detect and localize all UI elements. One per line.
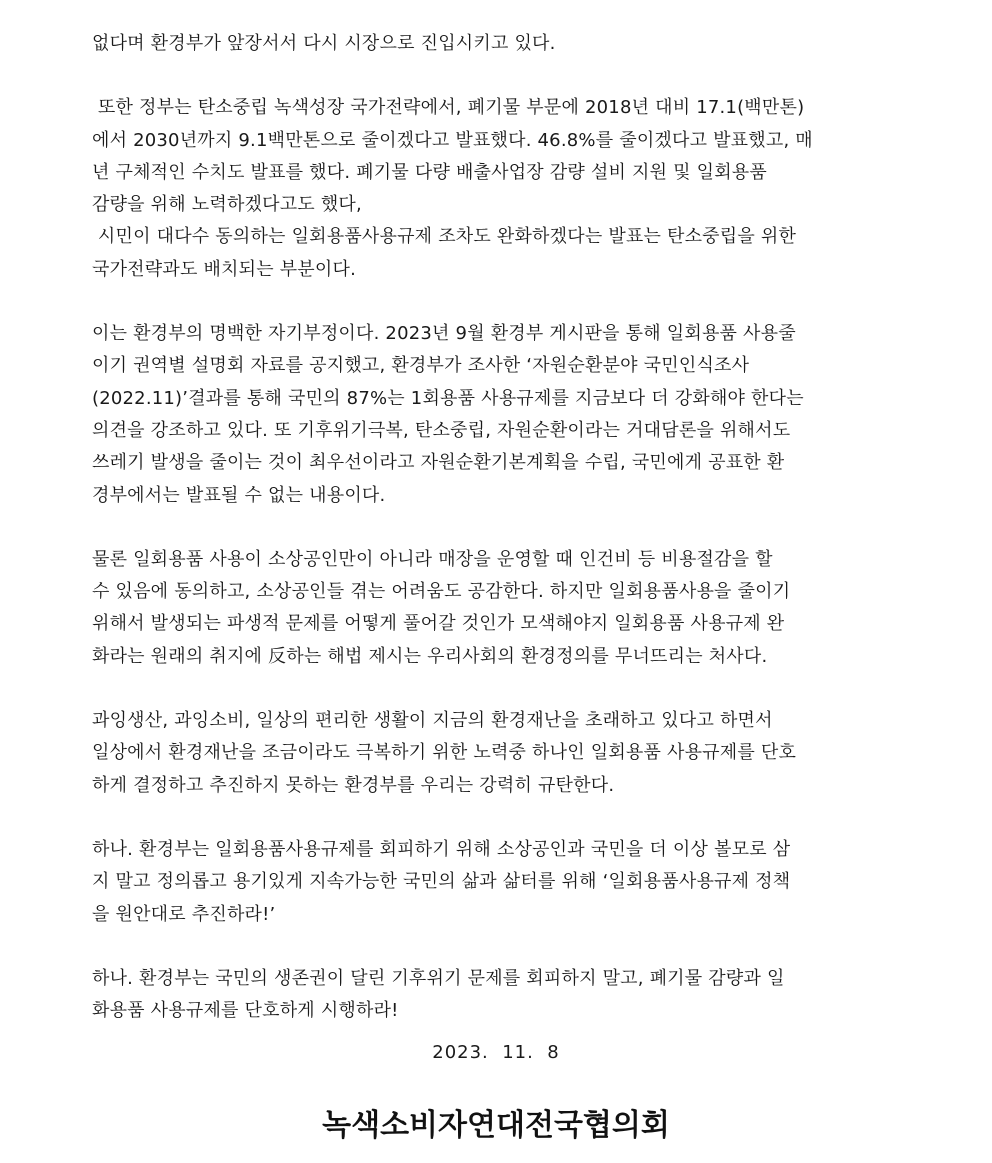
paragraph-5 — [92, 705, 900, 802]
text-line: 과잉생산, 과잉소비, 일상의 편리한 생활이 지금의 환경재난을 초래하고 있다고 하면서 — [92, 710, 773, 732]
text-line: 쓰레기 발생을 줄이는 것이 최우선이라고 자원순환기본계획을 수립, 국민에게 공표한 환 — [92, 452, 785, 474]
statement-date: 2023. 11. 8 — [432, 1042, 560, 1063]
text-line: 물론 일회용품 사용이 소상공인만이 아니라 매장을 운영할 때 인건비 등 비용절감을 할 — [92, 548, 773, 570]
text-line: 이기 권역별 설명회 자료를 공지했고, 환경부가 조사한 ‘자원순환분야 국민인식조사 — [92, 355, 750, 377]
text-line: 을 원안대로 추진하라!’ — [92, 903, 276, 925]
text-line: 없다며 환경부가 앞장서서 다시 시장으로 진입시키고 있다. — [92, 33, 556, 54]
text-line: (2022.11)’결과를 통해 국민의 87%는 1회용품 사용규제를 지금보다 더 강화해야 한다는 — [92, 387, 804, 409]
text-line: 지 말고 정의롭고 용기있게 지속가능한 국민의 삶과 삶터를 위해 ‘일회용품사용규제 정책 — [92, 871, 791, 893]
organization-name: 녹색소비자연대전국협의회 — [322, 1108, 670, 1143]
paragraph-6 — [92, 834, 900, 931]
text-line: 국가전략과도 배치되는 부분이다. — [92, 258, 356, 280]
text-line: 감량을 위해 노력하겠다고도 했다, — [92, 194, 362, 216]
text-line: 위해서 발생되는 파생적 문제를 어떻게 풀어갈 것인가 모색해야지 일회용품 사용규제 완 — [92, 613, 785, 635]
paragraph-2 — [92, 92, 900, 286]
text-line: 년 구체적인 수치도 발표를 했다. 폐기물 다량 배출사업장 감량 설비 지원 및 일회용품 — [92, 161, 767, 183]
text-line: 하나. 환경부는 일회용품사용규제를 회피하기 위해 소상공인과 국민을 더 이상 볼모로 삼 — [92, 838, 791, 860]
paragraph-4 — [92, 544, 900, 673]
paragraph-3 — [92, 318, 900, 512]
text-line: 일상에서 환경재난을 조금이라도 극복하기 위한 노력중 하나인 일회용품 사용규제를 단호 — [92, 742, 797, 764]
text-line: 시민이 대다수 동의하는 일회용품사용규제 조차도 완화하겠다는 발표는 탄소중립을 위한 — [92, 226, 797, 248]
text-line: 또한 정부는 탄소중립 녹색성장 국가전략에서, 폐기물 부문에 2018년 대비 17.1(백만톤) — [92, 97, 805, 119]
paragraph-1 — [92, 28, 900, 60]
text-line: 하게 결정하고 추진하지 못하는 환경부를 우리는 강력히 규탄한다. — [92, 774, 615, 796]
text-line: 화용품 사용규제를 단호하게 시행하라! — [92, 1000, 399, 1022]
text-line: 경부에서는 발표될 수 없는 내용이다. — [92, 484, 386, 506]
text-line: 이는 환경부의 명백한 자기부정이다. 2023년 9월 환경부 게시판을 통해 일회용품 사용줄 — [92, 323, 796, 345]
text-line: 의견을 강조하고 있다. 또 기후위기극복, 탄소중립, 자원순환이라는 거대담론을 위해서도 — [92, 419, 791, 441]
text-line: 에서 2030년까지 9.1백만톤으로 줄이겠다고 발표했다. 46.8%를 줄이겠다고 발표했고, 매 — [92, 129, 813, 151]
paragraph-7 — [92, 963, 900, 1028]
text-line: 수 있음에 동의하고, 소상공인들 겪는 어려움도 공감한다. 하지만 일회용품사용을 줄이기 — [92, 581, 791, 603]
statement-body — [92, 28, 900, 1027]
text-line: 하나. 환경부는 국민의 생존권이 달린 기후위기 문제를 회피하지 말고, 폐기물 감량과 일 — [92, 967, 785, 989]
text-line: 화라는 원래의 취지에 反하는 해법 제시는 우리사회의 환경정의를 무너뜨리는 처사다. — [92, 645, 768, 667]
